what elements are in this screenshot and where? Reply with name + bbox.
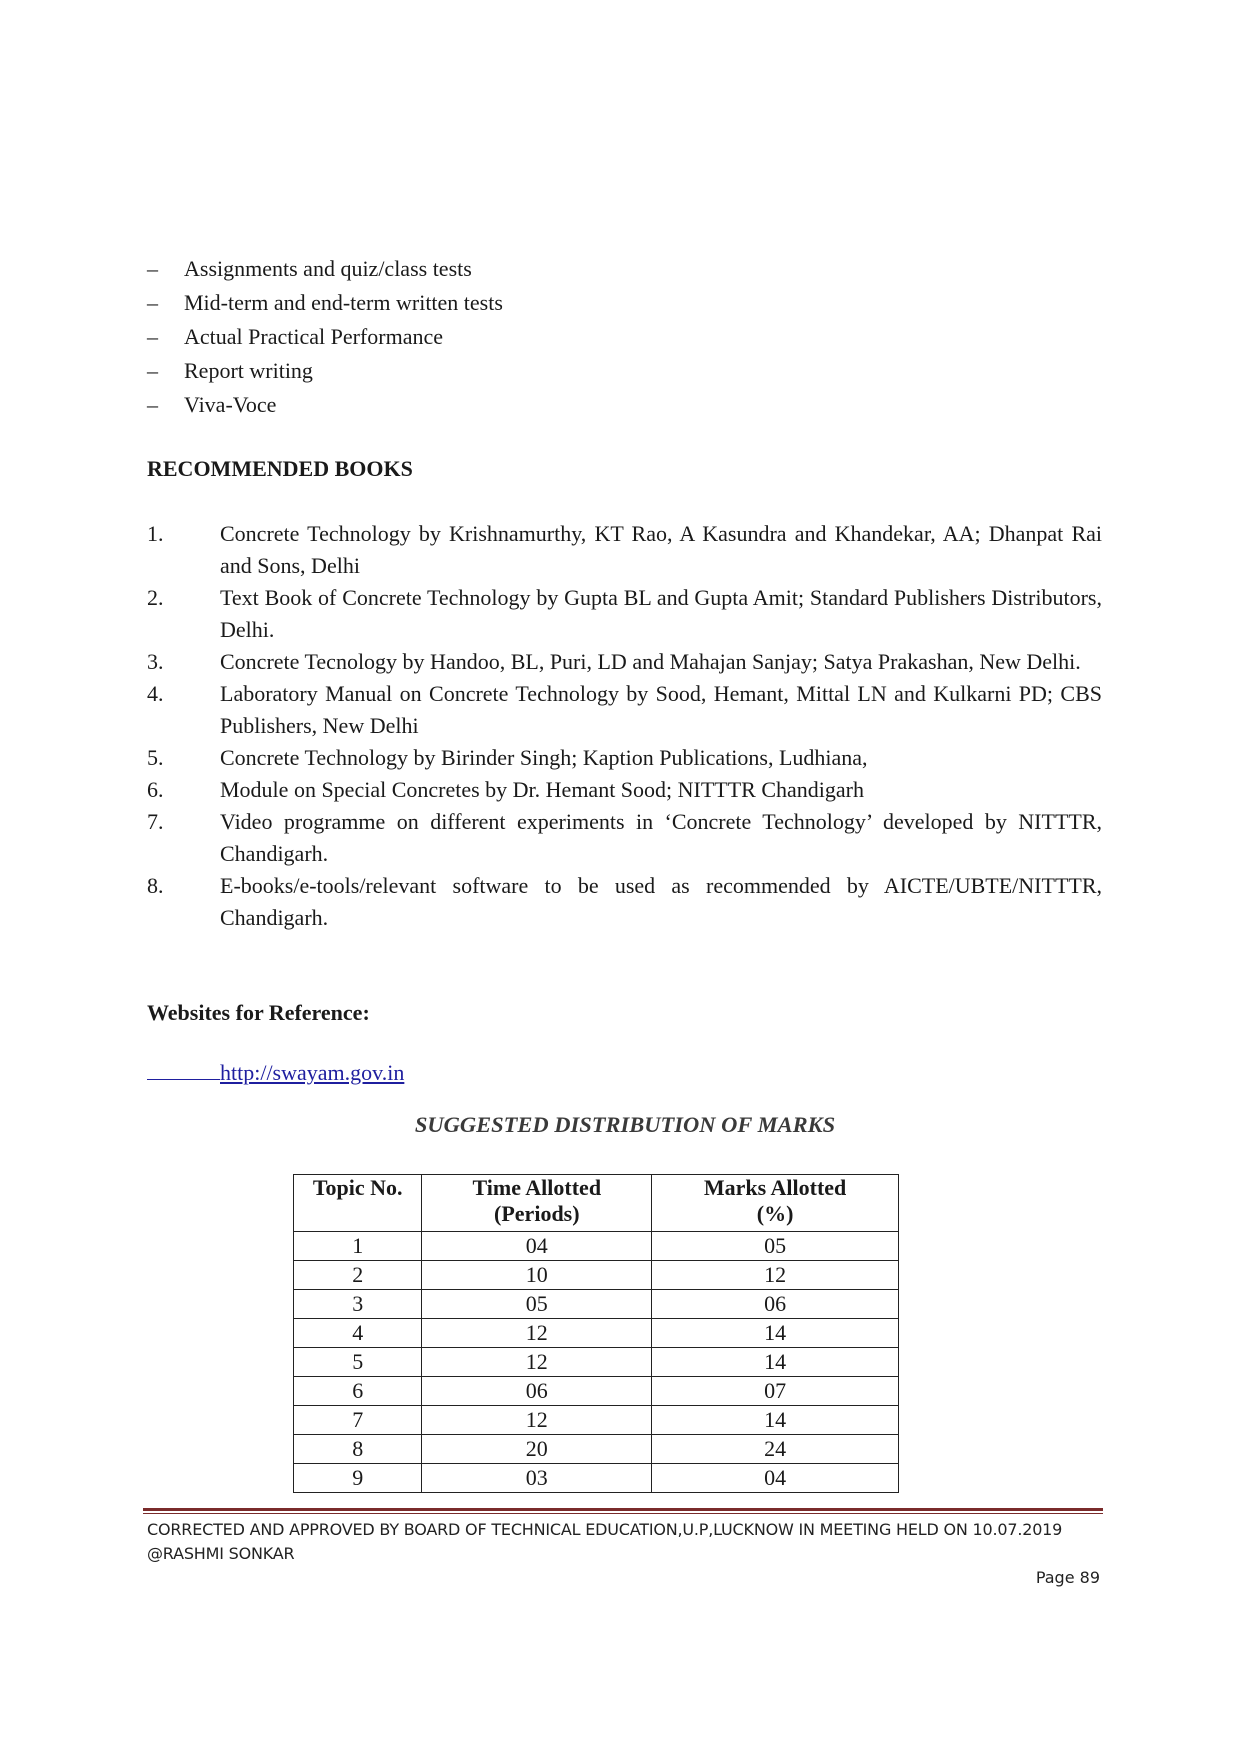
book-item [147,742,1102,774]
marks-cell: 14 [652,1406,899,1435]
book-text: Concrete Technology by Birinder Singh; Kaption Publications, Ludhiana, [220,745,868,770]
book-item [147,806,1102,870]
header-time: Time Allotted (Periods) [422,1175,652,1232]
dash-marker: – [147,290,158,315]
time-cell: 10 [422,1261,652,1290]
list-item-text: Mid-term and end-term written tests [184,290,503,315]
footer-note: CORRECTED AND APPROVED BY BOARD OF TECHNICAL EDUCATION,U.P,LUCKNOW IN MEETING HELD ON 10.07.2019 @RASHMI SONKAR [147,1520,1063,1563]
book-item [147,518,1102,582]
time-cell: 12 [422,1406,652,1435]
topic-cell: 7 [294,1406,422,1435]
topic-cell: 4 [294,1319,422,1348]
dash-marker: – [147,392,158,417]
marks-cell: 05 [652,1232,899,1261]
book-text: Concrete Tecnology by Handoo, BL, Puri, LD and Mahajan Sanjay; Satya Prakashan, New Delhi. [220,649,1081,674]
marks-cell: 07 [652,1377,899,1406]
time-cell: 03 [422,1464,652,1493]
topic-cell: 1 [294,1232,422,1261]
marks-cell: 04 [652,1464,899,1493]
book-number: 6. [147,777,164,802]
list-item [147,252,503,286]
footer-rule-thick [143,1508,1103,1511]
table-row [294,1377,899,1406]
book-number: 1. [147,521,164,546]
time-cell: 04 [422,1232,652,1261]
list-item [147,320,503,354]
page-number: Page 89 [1035,1568,1100,1587]
table-row [294,1290,899,1319]
table-row [294,1464,899,1493]
footer-rule-thin [143,1513,1103,1514]
header-topic: Topic No. [294,1175,422,1232]
book-item [147,646,1102,678]
marks-table-caption: SUGGESTED DISTRIBUTION OF MARKS [414,1112,836,1137]
swayam-link[interactable]: http://swayam.gov.in [220,1060,405,1085]
book-text: Concrete Technology by Krishnamurthy, KT Rao, A Kasundra and Khandekar, AA; Dhanpat Rai and Sons, Delhi [220,521,1102,578]
dash-marker: – [147,324,158,349]
topic-cell: 3 [294,1290,422,1319]
time-cell: 20 [422,1435,652,1464]
topic-cell: 2 [294,1261,422,1290]
book-number: 5. [147,745,164,770]
dash-marker: – [147,256,158,281]
marks-cell: 12 [652,1261,899,1290]
list-item [147,286,503,320]
list-item [147,388,503,422]
table-row [294,1319,899,1348]
topic-cell: 5 [294,1348,422,1377]
website-link-line [147,1057,404,1088]
assessment-list [147,252,503,422]
table-row [294,1348,899,1377]
topic-cell: 8 [294,1435,422,1464]
list-item [147,354,503,388]
marks-distribution-table [293,1174,899,1493]
topic-cell: 6 [294,1377,422,1406]
book-number: 4. [147,681,164,706]
marks-cell: 06 [652,1290,899,1319]
time-cell: 06 [422,1377,652,1406]
table-row [294,1406,899,1435]
recommended-books-list [147,518,1102,934]
book-number: 8. [147,873,164,898]
link-underline-gap [147,1057,220,1080]
book-item [147,774,1102,806]
table-row [294,1435,899,1464]
book-text: Text Book of Concrete Technology by Gupta BL and Gupta Amit; Standard Publishers Distributors, Delhi. [220,585,1102,642]
book-text: Module on Special Concretes by Dr. Hemant Sood; NITTTR Chandigarh [220,777,864,802]
book-number: 2. [147,585,164,610]
table-row [294,1261,899,1290]
table-row [294,1232,899,1261]
book-item [147,870,1102,934]
book-item [147,678,1102,742]
list-item-text: Viva-Voce [184,392,277,417]
list-item-text: Report writing [184,358,313,383]
recommended-books-heading: RECOMMENDED BOOKS [147,456,413,481]
topic-cell: 9 [294,1464,422,1493]
book-number: 7. [147,809,164,834]
table-header-row [294,1175,899,1232]
dash-marker: – [147,358,158,383]
time-cell: 12 [422,1348,652,1377]
book-text: Video programme on different experiments in ‘Concrete Technology’ developed by NITTTR, Chandigarh. [220,809,1102,866]
marks-cell: 14 [652,1348,899,1377]
marks-cell: 14 [652,1319,899,1348]
time-cell: 12 [422,1319,652,1348]
book-item [147,582,1102,646]
book-number: 3. [147,649,164,674]
marks-cell: 24 [652,1435,899,1464]
book-text: Laboratory Manual on Concrete Technology by Sood, Hemant, Mittal LN and Kulkarni PD; CBS Publishers, New Delhi [220,681,1102,738]
list-item-text: Actual Practical Performance [184,324,443,349]
time-cell: 05 [422,1290,652,1319]
header-marks: Marks Allotted (%) [652,1175,899,1232]
websites-heading: Websites for Reference: [147,1000,370,1025]
list-item-text: Assignments and quiz/class tests [184,256,472,281]
book-text: E-books/e-tools/relevant software to be used as recommended by AICTE/UBTE/NITTTR, Chandigarh. [220,873,1102,930]
